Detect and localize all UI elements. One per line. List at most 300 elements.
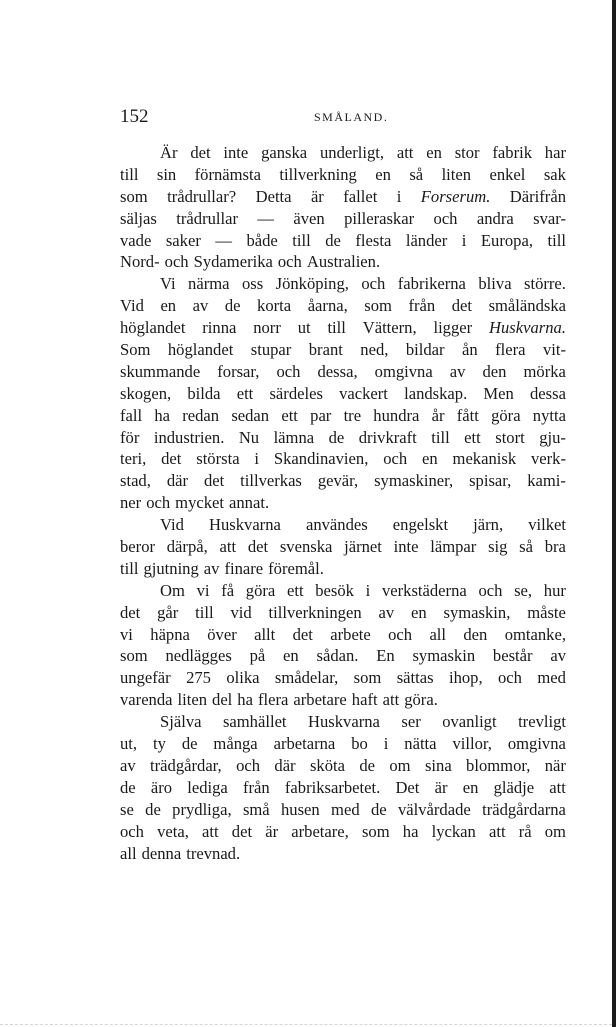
word: flera (257, 690, 289, 710)
word: många (213, 734, 258, 754)
word: och (236, 755, 261, 775)
word: industrien. (153, 427, 225, 447)
italic-word: Huskvarna. (489, 318, 566, 338)
word: drivkraft (358, 427, 417, 447)
word: lämna (273, 427, 315, 447)
word: och (478, 580, 503, 600)
word: En (376, 646, 395, 666)
word: av (378, 602, 395, 622)
word: att (219, 537, 237, 557)
word: länder (405, 230, 448, 250)
word: ut (297, 318, 311, 338)
word: Är (160, 143, 178, 162)
text-line (120, 602, 566, 624)
word: fall (120, 405, 143, 425)
word: Nu (238, 427, 260, 447)
word: stort (495, 427, 525, 447)
word: vilket (528, 515, 566, 535)
text-line (120, 580, 566, 602)
word: om (389, 755, 411, 775)
word: en (422, 449, 438, 469)
text-line (120, 251, 566, 273)
word: nedlägges (165, 646, 232, 666)
word: består (492, 646, 533, 666)
text-line (120, 470, 566, 492)
word: villor, (452, 734, 492, 754)
word: om (544, 821, 566, 841)
word: från (242, 777, 270, 797)
word: arbete (330, 624, 371, 644)
word: lämpar (430, 537, 477, 557)
word: ha (237, 690, 253, 710)
word: norr (253, 318, 281, 338)
word: dessa, (317, 361, 358, 381)
word: samhället (222, 712, 287, 732)
word: tillverkningen (268, 602, 362, 622)
word: små (242, 799, 270, 819)
word: se, (514, 580, 533, 600)
word: — (215, 230, 232, 250)
word: andra (476, 208, 514, 228)
word: ån (462, 340, 478, 360)
word: skogen, (120, 383, 172, 403)
text-line (120, 843, 566, 865)
page-edge-shadow (612, 0, 616, 1027)
word: göra (245, 580, 276, 600)
word: av (203, 558, 220, 578)
word: veta, (157, 821, 189, 841)
word: redan (182, 405, 220, 425)
word: gevär, (317, 471, 359, 491)
word: är (265, 821, 279, 841)
word: olika (226, 668, 260, 688)
word: ett (281, 405, 298, 425)
text-line (120, 186, 566, 208)
word: som (353, 668, 382, 688)
word: till (547, 230, 566, 250)
word: denna (141, 843, 182, 863)
word: järnet (344, 537, 382, 557)
word: sak (543, 164, 566, 184)
word: prydliga, (172, 799, 232, 819)
word: går (157, 602, 179, 622)
word: Men (483, 383, 514, 403)
word: på (249, 646, 266, 666)
word: Vid (120, 296, 144, 316)
word: det (292, 624, 313, 644)
word: omgivna (374, 361, 433, 381)
word: — (257, 208, 274, 228)
word: förnämsta (194, 164, 261, 184)
word: en (375, 164, 391, 184)
word: se (120, 799, 134, 819)
text-line (120, 799, 566, 821)
word: med (331, 799, 360, 819)
word: och (120, 821, 144, 841)
word: verk- (530, 449, 566, 469)
word: ser (401, 712, 421, 732)
text-line (120, 448, 566, 470)
word: att (202, 821, 219, 841)
word: säljas (120, 208, 157, 228)
word: stor (454, 143, 480, 162)
word: Australien. (306, 252, 381, 272)
word: som (364, 296, 392, 316)
word: sedan (231, 405, 270, 425)
word: som (120, 186, 148, 206)
word: landskap. (404, 383, 468, 403)
word: trådrullar (176, 208, 238, 228)
word: göra (491, 405, 521, 425)
word: haft (351, 690, 378, 710)
word: att (396, 143, 414, 162)
text-line (120, 667, 566, 689)
word: nätta (404, 734, 437, 754)
word: från (408, 296, 436, 316)
word: Europa, (480, 230, 533, 250)
word: vade (120, 230, 152, 250)
word: sköta (309, 755, 345, 775)
word: sina (424, 755, 452, 775)
word: trevnad. (186, 843, 241, 863)
text-line (120, 361, 566, 383)
word: 275 (186, 668, 211, 688)
word: sin (156, 164, 177, 184)
word: bildar (405, 340, 445, 360)
word: bo (351, 734, 368, 754)
word: ungefär (120, 668, 171, 688)
word: flesta (355, 230, 392, 250)
word: ha (402, 821, 419, 841)
word: ner (120, 493, 142, 513)
word: och (433, 208, 458, 228)
page-header (120, 106, 566, 130)
word: annat. (229, 493, 270, 513)
word: korta (257, 296, 292, 316)
word: vid (230, 602, 252, 622)
word: användes (305, 515, 368, 535)
word: av (192, 296, 209, 316)
text-line (120, 821, 566, 843)
word: skummande (120, 361, 201, 381)
word: flera (495, 340, 526, 360)
word: av (449, 361, 466, 381)
word: arbetare (293, 690, 347, 710)
word: en (410, 602, 427, 622)
text-line (120, 230, 566, 252)
word: en (462, 777, 479, 797)
word: verkstäderna (381, 580, 467, 600)
word: som (120, 646, 148, 666)
word: fått (456, 405, 479, 425)
word: Huskvarna (308, 712, 380, 732)
word: oss (241, 274, 264, 294)
word: och (388, 624, 413, 644)
body-text (120, 142, 566, 864)
word: all (120, 843, 137, 863)
page-number: 152 (120, 106, 149, 127)
word: lyckan (431, 821, 476, 841)
word: beror (120, 537, 156, 557)
word: år (431, 405, 445, 425)
word: det (451, 296, 473, 316)
word: smådelar, (274, 668, 339, 688)
word: stad, (120, 471, 151, 491)
text-line (120, 645, 566, 667)
word: och (277, 252, 302, 272)
text-line (120, 142, 566, 164)
word: till (120, 164, 139, 184)
word: inte (393, 537, 419, 557)
word: Själva (160, 712, 202, 732)
word: större. (524, 274, 566, 294)
word: ganska (261, 143, 308, 162)
word: fabrik (492, 143, 532, 162)
word: trädgårdarna (482, 799, 566, 819)
word: den (482, 361, 507, 381)
word: och (497, 668, 522, 688)
word: att (488, 821, 506, 841)
word: det (247, 537, 269, 557)
word: småländska (488, 296, 566, 316)
text-line (120, 164, 566, 186)
word: sig (488, 537, 508, 557)
word: föremål. (268, 558, 324, 578)
word: i (254, 449, 260, 469)
word: symaskiner, (374, 471, 454, 491)
word: teri, (120, 449, 147, 469)
word: dessa (530, 383, 566, 403)
word: besök (315, 580, 354, 600)
word: glädje (493, 777, 535, 797)
word: bilda (187, 383, 221, 403)
word: så (519, 537, 533, 557)
word: till (327, 318, 346, 338)
word: del (212, 690, 233, 710)
word: ett (286, 580, 304, 600)
word: gjutning (143, 558, 199, 578)
word: när (544, 755, 566, 775)
text-line (120, 273, 566, 295)
word: där (274, 755, 296, 775)
text-line (120, 339, 566, 361)
word: det (231, 821, 253, 841)
word: välvårdade (397, 799, 471, 819)
word: i (461, 230, 467, 250)
text-line (120, 711, 566, 733)
word: gju- (539, 427, 566, 447)
word: sådan. (316, 646, 359, 666)
word: att (382, 690, 400, 710)
word: största (196, 449, 240, 469)
word: hur (543, 580, 566, 600)
text-line (120, 514, 566, 536)
text-line (120, 427, 566, 449)
word: åarna, (307, 296, 348, 316)
word: Skandinavien, (273, 449, 369, 469)
word: vi (196, 580, 210, 600)
text-line (120, 405, 566, 427)
word: och (361, 274, 386, 294)
word: järn, (473, 515, 504, 535)
word: par (310, 405, 332, 425)
word: tillverkning (279, 164, 357, 184)
word: är (434, 777, 448, 797)
word: blommor, (466, 755, 531, 775)
word: Nord- (120, 252, 160, 272)
word: inte (223, 143, 249, 162)
word: rinna (202, 318, 237, 338)
word: enkel (489, 164, 526, 184)
word: de (328, 427, 345, 447)
word: trädgårdar, (150, 755, 222, 775)
word: Därifrån (509, 186, 566, 206)
running-title: SMÅLAND. (314, 110, 389, 124)
word: en (426, 143, 442, 162)
word: så (409, 164, 424, 184)
word: forsar, (217, 361, 260, 381)
word: i (365, 580, 371, 600)
word: arbetare, (291, 821, 349, 841)
text-line (120, 624, 566, 646)
word: bra (544, 537, 566, 557)
word: måste (527, 602, 566, 622)
word: och (383, 449, 408, 469)
text-line (120, 295, 566, 317)
word: det (161, 449, 182, 469)
word: äro (150, 777, 173, 797)
word: Som (120, 340, 151, 360)
word: och (276, 361, 301, 381)
text-line (120, 492, 566, 514)
text-line (120, 536, 566, 558)
word: ty (152, 734, 166, 754)
word: till (431, 427, 450, 447)
word: stupar (250, 340, 292, 360)
word: en (283, 646, 299, 666)
word: svenska (279, 537, 333, 557)
text-line (120, 383, 566, 405)
word: av (120, 755, 136, 775)
word: mekanisk (452, 449, 517, 469)
word: en (160, 296, 177, 316)
word: bliva (478, 274, 512, 294)
word: Detta (255, 186, 292, 206)
word: få (221, 580, 235, 600)
word: omtanke, (504, 624, 566, 644)
word: de (359, 755, 376, 775)
word: vi (120, 624, 133, 644)
text-line (120, 733, 566, 755)
word: fabriksarbetet. (284, 777, 381, 797)
word: Vid (160, 515, 184, 535)
word: fabrikerna (397, 274, 466, 294)
word: ett (464, 427, 481, 447)
word: det (203, 471, 225, 491)
word: arbetarna (273, 734, 336, 754)
word: höglandet (120, 318, 186, 338)
word: och (164, 252, 189, 272)
word: de (145, 799, 161, 819)
word: både (246, 230, 278, 250)
word: ha (154, 405, 171, 425)
word: all (429, 624, 447, 644)
text-line (120, 755, 566, 777)
word: husen (281, 799, 320, 819)
word: sättas (396, 668, 434, 688)
word: liten (177, 690, 208, 710)
word: allt (254, 624, 276, 644)
word: symaskin (412, 646, 476, 666)
word: nytta (532, 405, 566, 425)
word: de (370, 799, 387, 819)
word: engelskt (392, 515, 449, 535)
word: där (166, 471, 189, 491)
word: ligger (433, 318, 473, 338)
word: särdeles (269, 383, 323, 403)
word: de (325, 230, 341, 250)
word: som (361, 821, 390, 841)
word: trådrullar? (167, 186, 237, 206)
word: den (463, 624, 488, 644)
text-line (120, 317, 566, 339)
word: tre (343, 405, 362, 425)
word: de (120, 777, 136, 797)
word: närma (188, 274, 230, 294)
word: Det (395, 777, 420, 797)
word: rå (518, 821, 532, 841)
word: mörka (523, 361, 566, 381)
word: symaskin, (443, 602, 511, 622)
word: Huskvarna (208, 515, 281, 535)
word: även (293, 208, 325, 228)
word: därpå, (166, 537, 208, 557)
word: för (120, 427, 140, 447)
word: är (310, 186, 324, 206)
word: till (120, 558, 139, 578)
word: trevligt (518, 712, 566, 732)
word: av (550, 646, 566, 666)
word: Vi (160, 274, 176, 294)
word: saker (165, 230, 201, 250)
word: har (544, 143, 566, 162)
word: fallet (343, 186, 378, 206)
word: ut, (120, 734, 138, 754)
word: Vättern, (362, 318, 417, 338)
word: göra. (404, 690, 438, 710)
word: det (120, 602, 141, 622)
word: i (383, 734, 389, 754)
word: Sydamerika (193, 252, 273, 272)
word: vackert (339, 383, 388, 403)
text-line (120, 558, 566, 580)
word: att (549, 777, 566, 797)
word: hundra (373, 405, 420, 425)
word: tillverkas (240, 471, 302, 491)
text-line (120, 208, 566, 230)
italic-word: Forserum. (420, 186, 491, 206)
word: i (396, 186, 402, 206)
word: Om (160, 580, 185, 600)
word: pilleraskar (344, 208, 415, 228)
word: omgivna (507, 734, 566, 754)
word: spisar, (469, 471, 512, 491)
word: det (190, 143, 211, 162)
word: ett (236, 383, 254, 403)
word: Jönköping, (275, 274, 349, 294)
word: lediga (187, 777, 228, 797)
word: kami- (527, 471, 566, 491)
